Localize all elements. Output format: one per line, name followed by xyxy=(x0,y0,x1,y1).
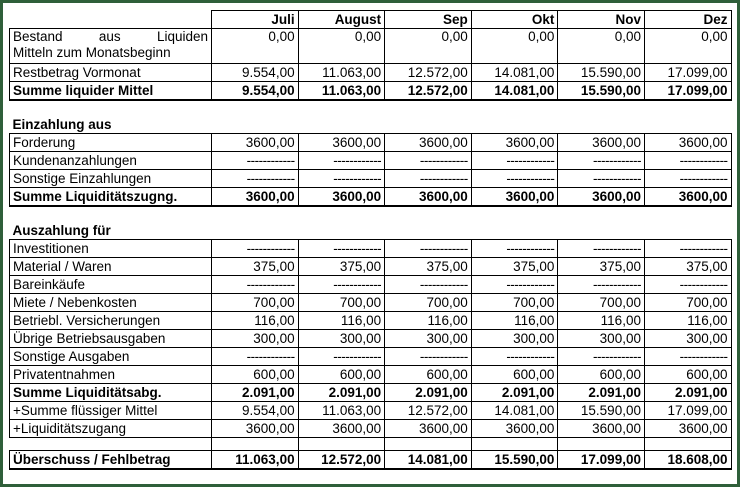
table-row xyxy=(10,29,732,64)
value-cell[interactable]: 3600,00 xyxy=(298,420,385,438)
value-cell[interactable]: 3600,00 xyxy=(558,420,645,438)
value-cell[interactable]: ------------ xyxy=(471,276,558,294)
spacer-cell xyxy=(212,438,299,451)
spacer-row xyxy=(10,438,732,451)
value-cell[interactable]: 2.091,00 xyxy=(558,384,645,402)
row-label[interactable]: Restbetrag Vormonat xyxy=(10,64,212,82)
table-row xyxy=(10,294,732,312)
table-row xyxy=(10,366,732,384)
row-label[interactable]: +Summe flüssiger Mittel xyxy=(10,402,212,420)
value-cell[interactable]: 12.572,00 xyxy=(298,451,385,470)
value-cell[interactable]: 12.572,00 xyxy=(385,82,472,101)
value-cell[interactable]: ------------ xyxy=(471,348,558,366)
column-header[interactable]: Okt xyxy=(471,11,558,29)
value-cell[interactable]: 3600,00 xyxy=(212,134,299,152)
value-cell[interactable]: ------------ xyxy=(385,240,472,258)
value-cell[interactable]: ------------ xyxy=(558,170,645,188)
row-label[interactable]: Übrige Betriebsausgaben xyxy=(10,330,212,348)
spacer-cell xyxy=(10,100,732,116)
section-heading-row xyxy=(10,222,732,240)
value-cell[interactable]: 17.099,00 xyxy=(644,64,731,82)
row-label[interactable]: Privatentnahmen xyxy=(10,366,212,384)
value-cell[interactable]: 3600,00 xyxy=(644,134,731,152)
row-label[interactable]: Miete / Nebenkosten xyxy=(10,294,212,312)
spreadsheet-sheet xyxy=(3,3,737,484)
value-cell[interactable]: ------------ xyxy=(298,276,385,294)
value-cell[interactable]: 700,00 xyxy=(644,294,731,312)
value-cell[interactable]: ------------ xyxy=(558,348,645,366)
column-header[interactable]: Juli xyxy=(212,11,299,29)
value-cell[interactable]: 2.091,00 xyxy=(385,384,472,402)
value-cell[interactable]: 0,00 xyxy=(212,29,299,64)
value-cell[interactable]: ------------ xyxy=(385,276,472,294)
value-cell[interactable]: ------------ xyxy=(298,152,385,170)
value-cell[interactable]: ------------ xyxy=(298,170,385,188)
value-cell[interactable]: 2.091,00 xyxy=(644,384,731,402)
value-cell[interactable]: 2.091,00 xyxy=(212,384,299,402)
value-cell[interactable]: 0,00 xyxy=(558,29,645,64)
value-cell[interactable]: 3600,00 xyxy=(558,188,645,207)
value-cell[interactable]: 300,00 xyxy=(644,330,731,348)
table-row xyxy=(10,276,732,294)
value-cell[interactable]: ------------ xyxy=(212,348,299,366)
value-cell[interactable]: ------------ xyxy=(212,152,299,170)
value-cell[interactable]: 3600,00 xyxy=(212,188,299,207)
header-row xyxy=(10,11,732,29)
value-cell[interactable]: 9.554,00 xyxy=(212,64,299,82)
value-cell[interactable]: 116,00 xyxy=(644,312,731,330)
value-cell[interactable]: ------------ xyxy=(298,240,385,258)
value-cell[interactable]: 0,00 xyxy=(471,29,558,64)
value-cell[interactable]: 3600,00 xyxy=(298,188,385,207)
value-cell[interactable]: 9.554,00 xyxy=(212,82,299,101)
value-cell[interactable]: ------------ xyxy=(644,170,731,188)
value-cell[interactable]: 3600,00 xyxy=(212,420,299,438)
value-cell[interactable]: 14.081,00 xyxy=(385,451,472,470)
table-row xyxy=(10,330,732,348)
value-cell[interactable]: 11.063,00 xyxy=(298,402,385,420)
value-cell[interactable]: 116,00 xyxy=(212,312,299,330)
value-cell[interactable]: 2.091,00 xyxy=(298,384,385,402)
row-label[interactable]: Bareinkäufe xyxy=(10,276,212,294)
value-cell[interactable]: ------------ xyxy=(644,276,731,294)
value-cell[interactable]: 2.091,00 xyxy=(471,384,558,402)
table-row xyxy=(10,258,732,276)
row-label-line2: Mitteln zum Monatsbeginn xyxy=(13,45,171,60)
row-label[interactable]: Material / Waren xyxy=(10,258,212,276)
value-cell[interactable]: ------------ xyxy=(471,170,558,188)
row-label[interactable] xyxy=(10,29,212,64)
value-cell[interactable]: ------------ xyxy=(298,348,385,366)
column-header[interactable]: Dez xyxy=(644,11,731,29)
spacer-cell xyxy=(10,206,732,222)
value-cell[interactable]: 375,00 xyxy=(471,258,558,276)
value-cell[interactable]: ------------ xyxy=(212,240,299,258)
value-cell[interactable]: 600,00 xyxy=(385,366,472,384)
value-cell[interactable]: ------------ xyxy=(558,276,645,294)
value-cell[interactable]: 300,00 xyxy=(471,330,558,348)
value-cell[interactable]: 300,00 xyxy=(298,330,385,348)
value-cell[interactable]: 0,00 xyxy=(298,29,385,64)
table-row xyxy=(10,64,732,82)
value-cell[interactable]: 700,00 xyxy=(385,294,472,312)
spacer-cell xyxy=(558,438,645,451)
table-row xyxy=(10,82,732,101)
row-label[interactable]: Sonstige Einzahlungen xyxy=(10,170,212,188)
value-cell[interactable]: ------------ xyxy=(385,170,472,188)
column-header[interactable]: Sep xyxy=(385,11,472,29)
table-row xyxy=(10,170,732,188)
value-cell[interactable]: 12.572,00 xyxy=(385,402,472,420)
value-cell[interactable]: ------------ xyxy=(212,276,299,294)
value-cell[interactable]: ------------ xyxy=(385,152,472,170)
value-cell[interactable]: 15.590,00 xyxy=(471,451,558,470)
spacer-cell xyxy=(644,438,731,451)
table-row xyxy=(10,188,732,207)
value-cell[interactable]: 11.063,00 xyxy=(298,82,385,101)
value-cell[interactable]: 700,00 xyxy=(471,294,558,312)
value-cell[interactable]: 17.099,00 xyxy=(558,451,645,470)
header-blank xyxy=(10,11,212,29)
value-cell[interactable]: 11.063,00 xyxy=(298,64,385,82)
row-label[interactable]: Summe Liquiditätszugng. xyxy=(10,188,212,207)
row-label[interactable]: Investitionen xyxy=(10,240,212,258)
row-label[interactable]: Sonstige Ausgaben xyxy=(10,348,212,366)
value-cell[interactable]: 700,00 xyxy=(212,294,299,312)
table-row xyxy=(10,152,732,170)
table-row xyxy=(10,384,732,402)
value-cell[interactable]: 116,00 xyxy=(385,312,472,330)
value-cell[interactable]: ------------ xyxy=(471,152,558,170)
value-cell[interactable]: 3600,00 xyxy=(385,188,472,207)
row-label[interactable]: Betriebl. Versicherungen xyxy=(10,312,212,330)
spacer-cell xyxy=(471,438,558,451)
spacer-row xyxy=(10,100,732,116)
spacer-row xyxy=(10,206,732,222)
column-header[interactable]: Nov xyxy=(558,11,645,29)
value-cell[interactable]: 15.590,00 xyxy=(558,402,645,420)
value-cell[interactable]: 9.554,00 xyxy=(212,402,299,420)
row-label[interactable]: +Liquiditätszugang xyxy=(10,420,212,438)
table-row xyxy=(10,420,732,438)
value-cell[interactable]: 0,00 xyxy=(644,29,731,64)
table-row xyxy=(10,134,732,152)
value-cell[interactable]: 375,00 xyxy=(385,258,472,276)
value-cell[interactable]: 3600,00 xyxy=(471,188,558,207)
value-cell[interactable]: 18.608,00 xyxy=(644,451,731,470)
table-row xyxy=(10,348,732,366)
value-cell[interactable]: 375,00 xyxy=(212,258,299,276)
value-cell[interactable]: ------------ xyxy=(644,152,731,170)
value-cell[interactable]: 700,00 xyxy=(298,294,385,312)
value-cell[interactable]: ------------ xyxy=(644,240,731,258)
table-row xyxy=(10,312,732,330)
value-cell[interactable]: ------------ xyxy=(385,348,472,366)
spacer-cell xyxy=(298,438,385,451)
value-cell[interactable]: 600,00 xyxy=(212,366,299,384)
value-cell[interactable]: 3600,00 xyxy=(385,134,472,152)
table-row xyxy=(10,451,732,470)
value-cell[interactable]: 375,00 xyxy=(298,258,385,276)
spacer-cell xyxy=(385,438,472,451)
value-cell[interactable]: 3600,00 xyxy=(644,188,731,207)
value-cell[interactable]: 14.081,00 xyxy=(471,64,558,82)
value-cell[interactable]: 700,00 xyxy=(558,294,645,312)
liquidity-plan-table xyxy=(9,10,732,470)
value-cell[interactable]: 300,00 xyxy=(558,330,645,348)
value-cell[interactable]: 3600,00 xyxy=(471,134,558,152)
table-row xyxy=(10,240,732,258)
value-cell[interactable]: 600,00 xyxy=(298,366,385,384)
value-cell[interactable]: 15.590,00 xyxy=(558,82,645,101)
row-label[interactable]: Kundenanzahlungen xyxy=(10,152,212,170)
value-cell[interactable]: 0,00 xyxy=(385,29,472,64)
row-label[interactable]: Überschuss / Fehlbetrag xyxy=(10,451,212,470)
section-heading: Einzahlung aus xyxy=(12,117,112,132)
value-cell[interactable]: 14.081,00 xyxy=(471,402,558,420)
row-label[interactable]: Summe Liquiditätsabg. xyxy=(10,384,212,402)
value-cell[interactable]: 375,00 xyxy=(644,258,731,276)
table-row xyxy=(10,402,732,420)
value-cell[interactable]: 600,00 xyxy=(644,366,731,384)
value-cell[interactable]: 17.099,00 xyxy=(644,82,731,101)
value-cell[interactable]: ------------ xyxy=(644,348,731,366)
value-cell[interactable]: 17.099,00 xyxy=(644,402,731,420)
value-cell[interactable]: 15.590,00 xyxy=(558,64,645,82)
value-cell[interactable]: ------------ xyxy=(558,152,645,170)
value-cell[interactable]: 300,00 xyxy=(212,330,299,348)
value-cell[interactable]: ------------ xyxy=(212,170,299,188)
value-cell[interactable]: ------------ xyxy=(558,240,645,258)
row-label[interactable]: Forderung xyxy=(10,134,212,152)
value-cell[interactable]: 3600,00 xyxy=(385,420,472,438)
value-cell[interactable]: 600,00 xyxy=(471,366,558,384)
value-cell[interactable]: 3600,00 xyxy=(298,134,385,152)
value-cell[interactable]: 11.063,00 xyxy=(212,451,299,470)
section-heading: Auszahlung für xyxy=(12,223,111,238)
value-cell[interactable]: 600,00 xyxy=(558,366,645,384)
value-cell[interactable]: 116,00 xyxy=(471,312,558,330)
value-cell[interactable]: 116,00 xyxy=(298,312,385,330)
row-label[interactable]: Summe liquider Mittel xyxy=(10,82,212,101)
column-header[interactable]: August xyxy=(298,11,385,29)
value-cell[interactable]: 12.572,00 xyxy=(385,64,472,82)
value-cell[interactable]: ------------ xyxy=(471,240,558,258)
section-heading-row xyxy=(10,116,732,134)
spacer-cell xyxy=(10,438,212,451)
row-label-line1: Bestand aus Liquiden xyxy=(13,29,208,44)
value-cell[interactable]: 3600,00 xyxy=(644,420,731,438)
value-cell[interactable]: 3600,00 xyxy=(558,134,645,152)
value-cell[interactable]: 300,00 xyxy=(385,330,472,348)
value-cell[interactable]: 116,00 xyxy=(558,312,645,330)
value-cell[interactable]: 3600,00 xyxy=(471,420,558,438)
value-cell[interactable]: 375,00 xyxy=(558,258,645,276)
value-cell[interactable]: 14.081,00 xyxy=(471,82,558,101)
